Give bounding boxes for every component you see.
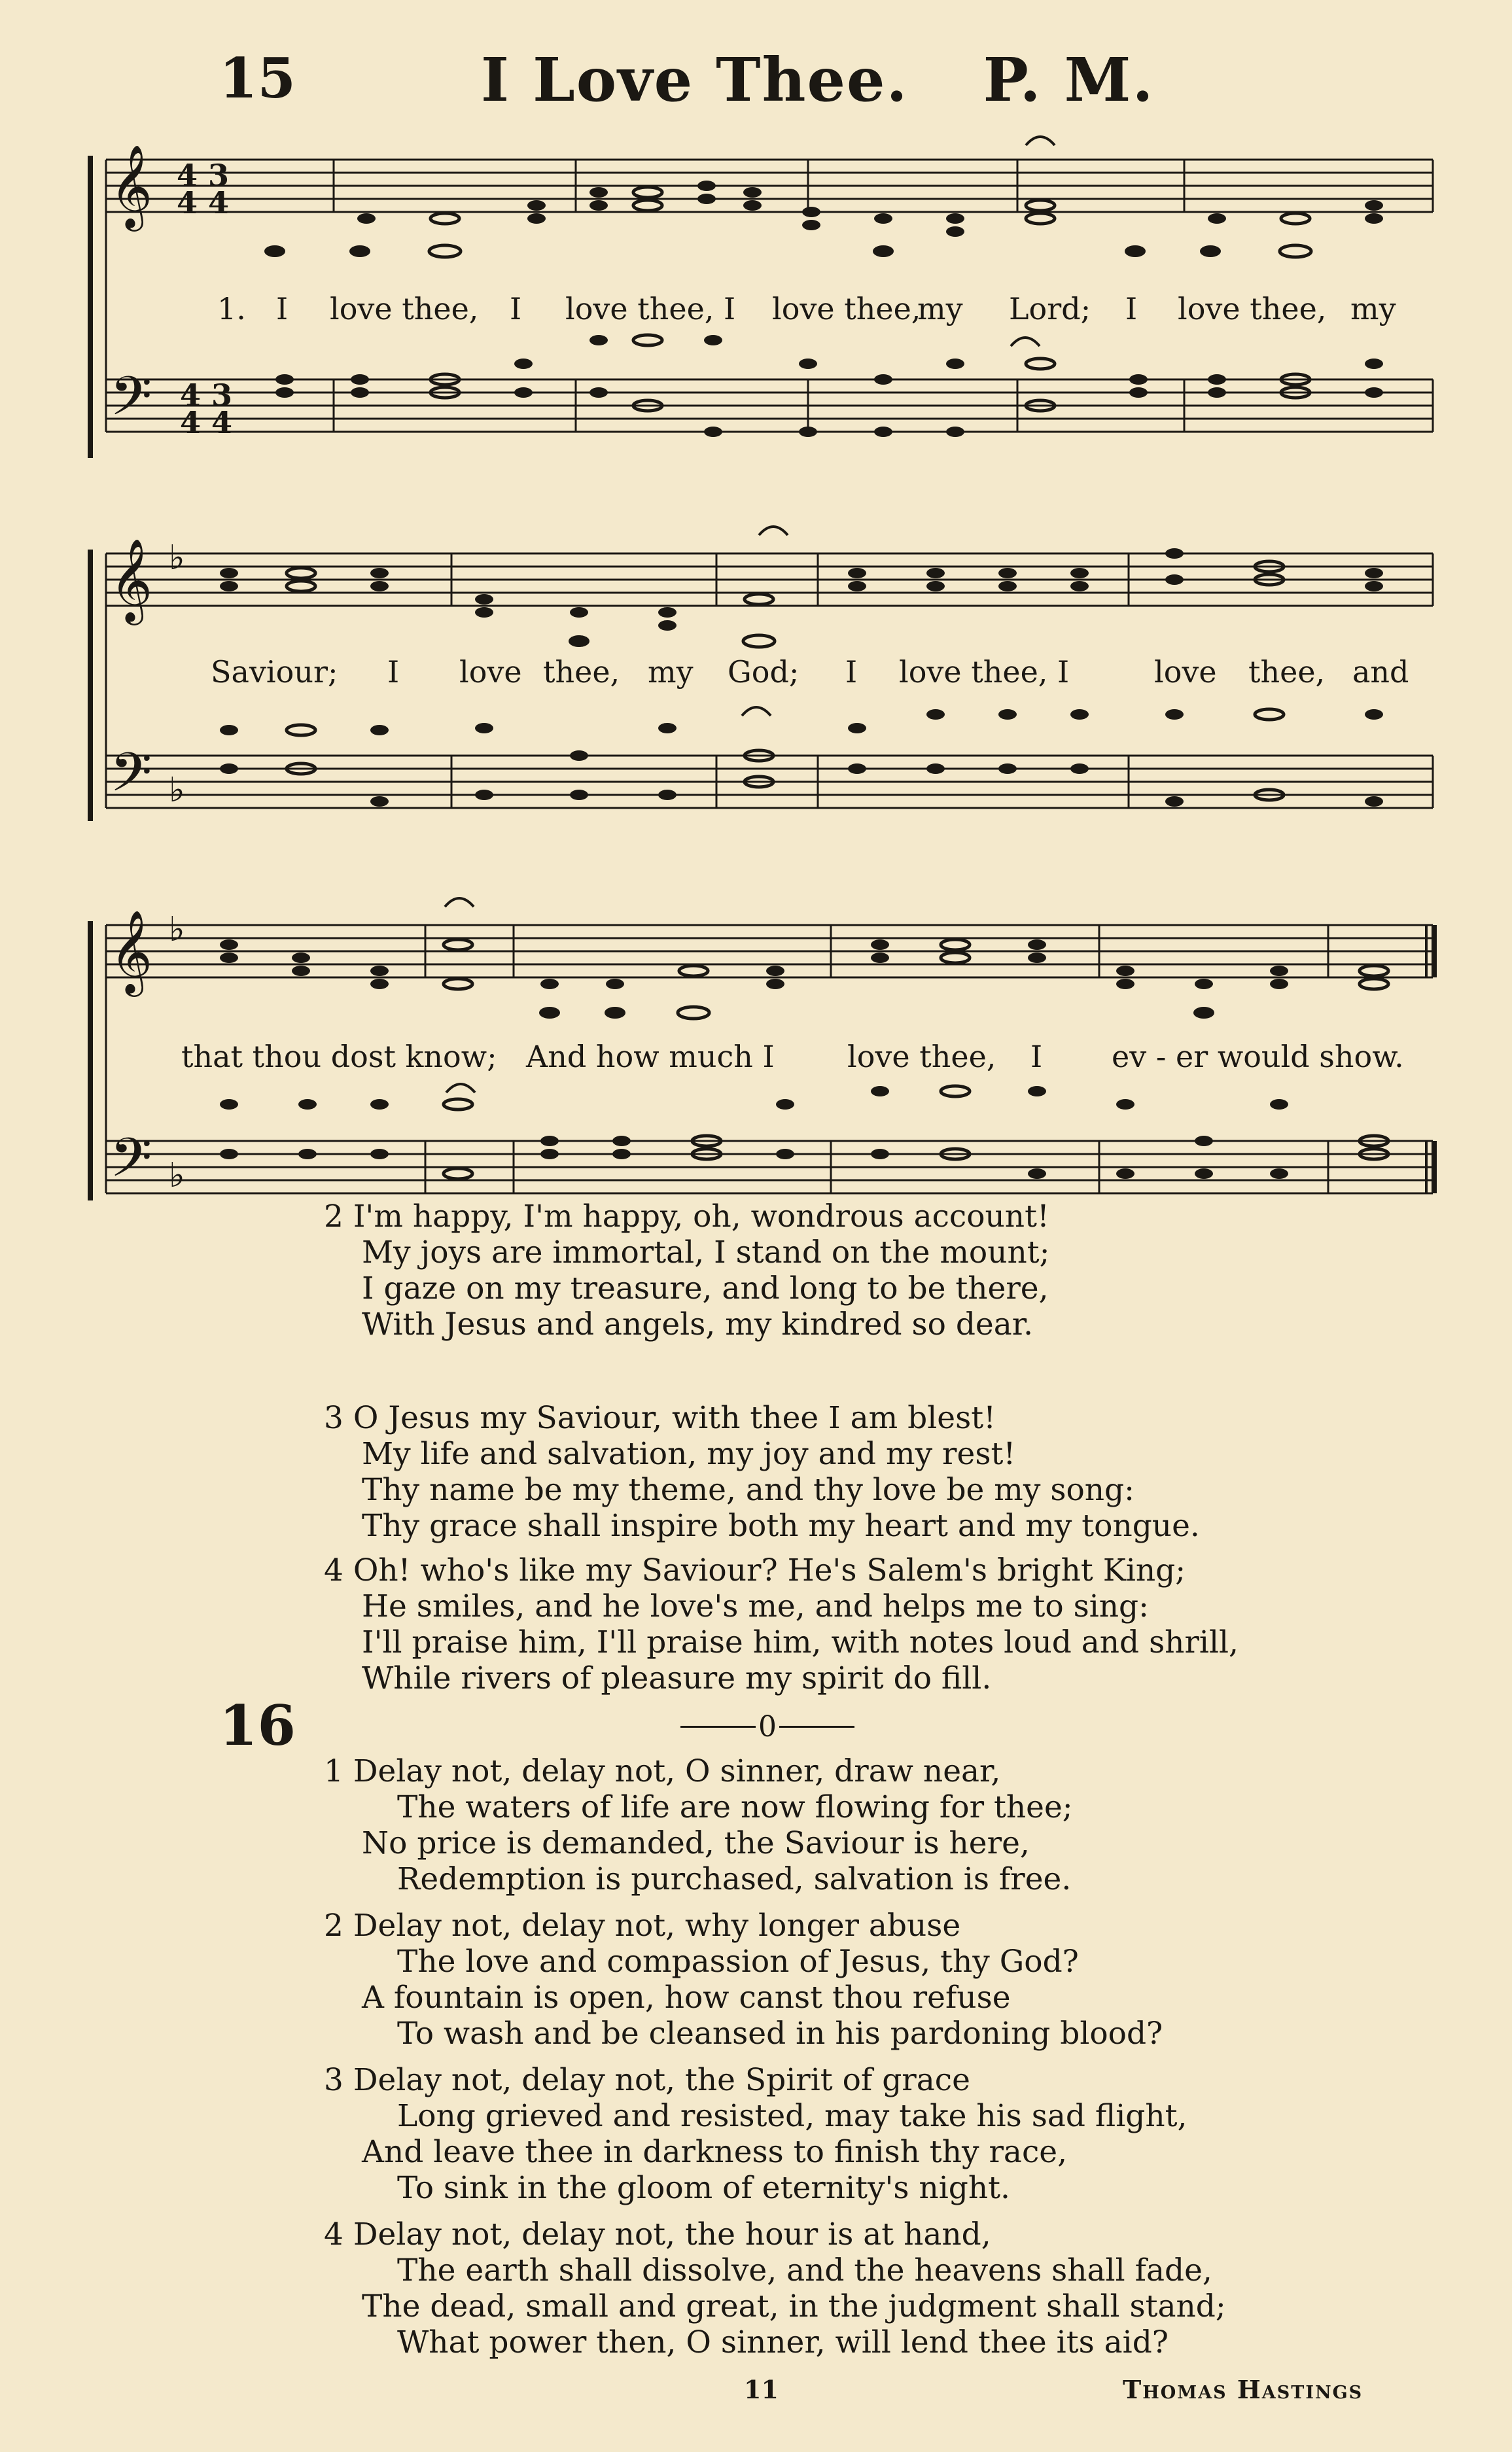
svg-text:𝄞: 𝄞 (110, 144, 153, 228)
verse-number: 2 (324, 1199, 343, 1235)
lyric-syllable: I (845, 654, 858, 690)
svg-text:𝄢: 𝄢 (110, 1126, 152, 1202)
hymn16-verse-1 (324, 1753, 1073, 1897)
verse-line: I'll praise him, I'll praise him, with notes loud and shrill, (362, 1624, 1239, 1660)
verse-line: I gaze on my treasure, and long to be there, (362, 1270, 1049, 1306)
system-1-bass-notes (275, 335, 1383, 437)
svg-text:♭: ♭ (169, 771, 185, 810)
lyric-syllable: love thee, (847, 1039, 996, 1074)
svg-text:♭: ♭ (169, 910, 185, 949)
lyric-syllable: love thee, (330, 291, 479, 326)
lyric-syllable: my (1350, 291, 1396, 326)
verse-line: Long grieved and resisted, may take his sad flight, (397, 2098, 1187, 2134)
svg-text:𝄞: 𝄞 (110, 909, 153, 993)
system-3-bass-staff (106, 1141, 1433, 1193)
svg-text:♭: ♭ (169, 1156, 185, 1195)
verse-line: Delay not, delay not, the Spirit of grace (353, 2062, 970, 2098)
svg-text:4 3: 4 3 (177, 158, 230, 193)
hymn16-verse-4 (324, 2216, 1226, 2360)
verse-line: Thy name be my theme, and thy love be my song: (362, 1472, 1134, 1508)
lyric-syllable: my (917, 291, 963, 326)
verse-line: With Jesus and angels, my kindred so dear. (362, 1306, 1034, 1342)
hymn-number-15: 15 (219, 46, 296, 111)
lyric-syllable: I (387, 654, 400, 690)
hymn16-verse-3 (324, 2062, 1187, 2206)
system-1-treble-staff (106, 160, 1433, 212)
lyric-syllable: Saviour; (211, 654, 338, 690)
lyric-syllable: that thou dost know; (181, 1039, 497, 1074)
composer-credit: Thomas Hastings (1123, 2375, 1363, 2404)
verse-line: Oh! who's like my Saviour? He's Salem's bright King; (353, 1552, 1186, 1588)
verse-number: 3 (324, 2062, 343, 2098)
verse-line: My joys are immortal, I stand on the mount; (362, 1235, 1050, 1270)
lyric-syllable: God; (728, 654, 800, 690)
svg-text:4 4: 4 4 (180, 405, 233, 440)
lyric-syllable: 1. (217, 291, 246, 326)
verse-line: The earth shall dissolve, and the heavens shall fade, (397, 2252, 1212, 2288)
verse-line: And leave thee in darkness to finish thy race, (362, 2134, 1068, 2170)
verse-line: The waters of life are now flowing for thee; (397, 1789, 1073, 1825)
lyric-syllable: I (510, 291, 522, 326)
hymn15-verse-3 (324, 1400, 1200, 1544)
system-1-bass-staff (106, 379, 1433, 432)
verse-line: My life and salvation, my joy and my rest! (362, 1436, 1016, 1472)
svg-text:4 4: 4 4 (177, 185, 230, 220)
verse-line: Thy grace shall inspire both my heart and my tongue. (362, 1508, 1200, 1544)
verse-line: To wash and be cleansed in his pardoning blood? (397, 2016, 1163, 2052)
lyric-syllable: love thee, I (899, 654, 1070, 690)
verse-line: The dead, small and great, in the judgment shall stand; (362, 2288, 1226, 2324)
lyric-syllable: I (276, 291, 289, 326)
verse-line: Delay not, delay not, O sinner, draw near, (353, 1753, 1001, 1789)
verse-number: 3 (324, 1400, 343, 1436)
verse-line: The love and compassion of Jesus, thy God? (397, 1944, 1079, 1980)
lyric-syllable: love (459, 654, 522, 690)
lyric-syllable: thee, (1248, 654, 1326, 690)
lyric-syllable: ev - er would show. (1112, 1039, 1404, 1074)
hymn15-verse-4 (324, 1552, 1239, 1696)
svg-text:𝄢: 𝄢 (110, 741, 152, 817)
verse-line: Delay not, delay not, the hour is at hand, (353, 2216, 991, 2252)
lyric-syllable: my (648, 654, 694, 690)
verse-line: What power then, O sinner, will lend thee its aid? (397, 2324, 1169, 2360)
system-2-treble-notes (220, 548, 1383, 647)
verse-line: I'm happy, I'm happy, oh, wondrous account! (353, 1199, 1049, 1235)
verse-line: O Jesus my Saviour, with thee I am blest! (353, 1400, 996, 1436)
verse-line: While rivers of pleasure my spirit do fill. (362, 1660, 992, 1696)
hymn16-verse-2 (324, 1908, 1163, 2052)
system-2-bass-notes (220, 709, 1383, 807)
lyric-syllable: love thee, (772, 291, 921, 326)
separator-rule-right (779, 1726, 854, 1728)
page-number: 11 (744, 2375, 779, 2404)
verse-number: 4 (324, 1552, 343, 1588)
verse-number: 1 (324, 1753, 343, 1789)
verse-line: He smiles, and he love's me, and helps me to sing: (362, 1588, 1149, 1624)
svg-text:𝄞: 𝄞 (110, 538, 153, 622)
lyric-syllable: thee, (543, 654, 620, 690)
separator-rule-left (680, 1726, 756, 1728)
separator-mark: 0 (758, 1710, 777, 1743)
verse-line: To sink in the gloom of eternity's night. (397, 2170, 1010, 2206)
hymn-title-text: I Love Thee. (481, 44, 909, 115)
verse-line: No price is demanded, the Saviour is here, (362, 1825, 1030, 1861)
hymn15-verse-2 (324, 1199, 1049, 1342)
lyric-syllable: and (1352, 654, 1409, 690)
lyric-syllable: I (1125, 291, 1138, 326)
hymn-meter: P. M. (983, 44, 1155, 115)
lyric-syllable: Lord; (1009, 291, 1091, 326)
system-1-treble-notes (264, 181, 1383, 257)
verse-number: 2 (324, 1908, 343, 1944)
verse-line: Redemption is purchased, salvation is free. (397, 1861, 1072, 1897)
verse-number: 4 (324, 2216, 343, 2252)
hymn-number-16: 16 (219, 1693, 296, 1758)
svg-text:4 3: 4 3 (180, 377, 233, 413)
section-separator (680, 1710, 854, 1743)
lyric-syllable: And how much I (526, 1039, 775, 1074)
lyric-syllable: love thee, I (565, 291, 736, 326)
svg-text:𝄢: 𝄢 (110, 364, 152, 441)
lyric-syllable: love (1154, 654, 1217, 690)
system-3-bass-notes (220, 1086, 1388, 1179)
verse-line: Delay not, delay not, why longer abuse (353, 1908, 961, 1944)
svg-text:♭: ♭ (169, 538, 185, 578)
verse-line: A fountain is open, how canst thou refuse (362, 1980, 1011, 2016)
lyric-syllable: I (1030, 1039, 1043, 1074)
lyric-syllable: love thee, (1178, 291, 1327, 326)
